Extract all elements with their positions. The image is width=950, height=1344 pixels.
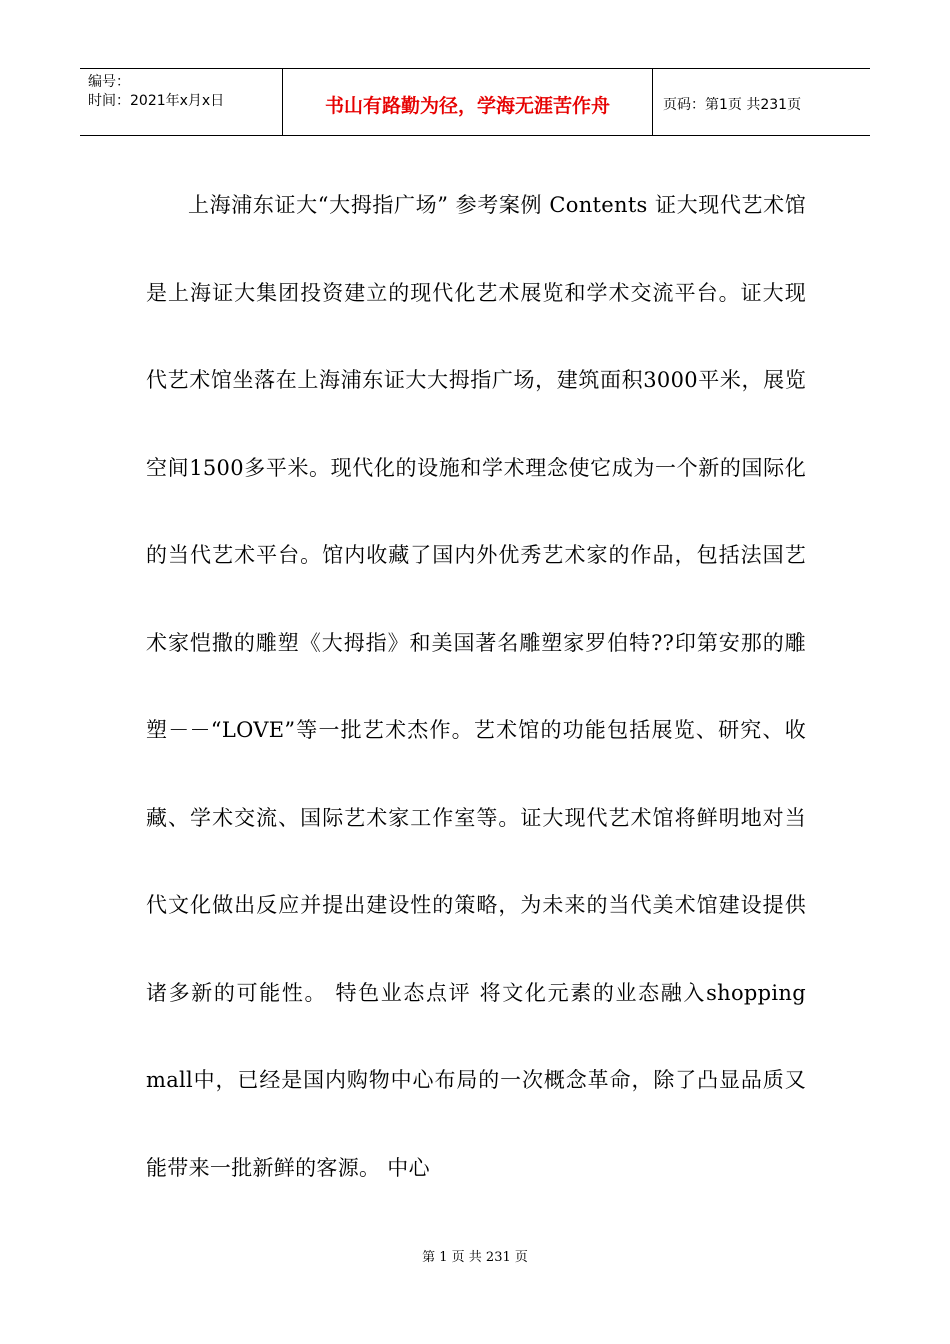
header-page-cell — [653, 69, 870, 135]
document-header — [80, 68, 870, 136]
number-label: 编号： — [88, 74, 130, 90]
document-body — [146, 162, 806, 1212]
header-motto-cell — [283, 69, 653, 135]
footer-page-number: 第 1 页 共 231 页 — [422, 1250, 528, 1265]
header-meta-cell — [80, 69, 283, 135]
body-paragraph: 上海浦东证大“大拇指广场” 参考案例 Contents 证大现代艺术馆是上海证大集团投资建立的现代化艺术展览和学术交流平台。证大现代艺术馆坐落在上海浦东证大大拇指广场，建筑面积3000平米，展览空间1500多平米。现代化的设施和学术理念使它成为一个新的国际化的当代艺术平台。馆内收藏了国内外优秀艺术家的作品，包括法国艺术家恺撒的雕塑《大拇指》和美国著名雕塑家罗伯特??印第安那的雕塑－－“LOVE”等一批艺术杰作。艺术馆的功能包括展览、研究、收藏、学术交流、国际艺术家工作室等。证大现代艺术馆将鲜明地对当代文化做出反应并提出建设性的策略，为未来的当代美术馆建设提供诸多新的可能性。 特色业态点评 将文化元素的业态融入shopping mall中，已经是国内购物中心布局的一次概念革命，除了凸显品质又能带来一批新鲜的客源。 中心 — [146, 193, 806, 1180]
motto-text: 书山有路勤为径，学海无涯苦作舟 — [324, 94, 610, 117]
page-info: 页码：第1页 共231页 — [663, 97, 802, 113]
time-label: 时间：2021年x月x日 — [88, 93, 225, 109]
page-footer — [0, 1246, 950, 1265]
